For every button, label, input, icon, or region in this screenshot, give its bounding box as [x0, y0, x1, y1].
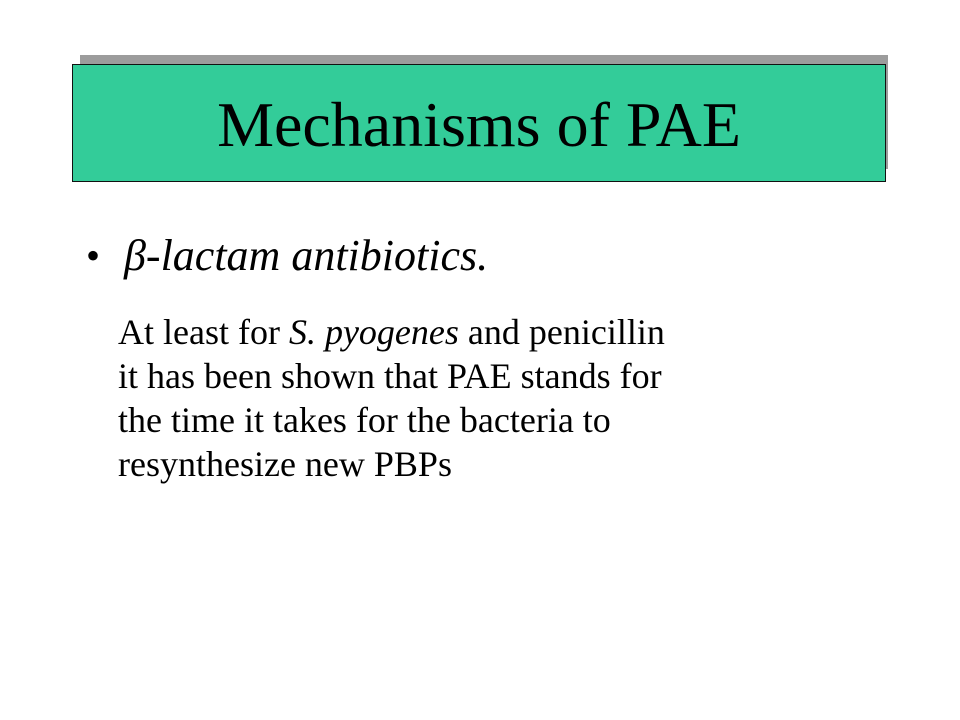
- title-box: [72, 64, 886, 182]
- body-line-1-suffix: and penicillin: [458, 312, 665, 352]
- species-name: S. pyogenes: [288, 312, 459, 352]
- bullet-heading: [124, 231, 489, 280]
- bullet-item: [86, 226, 488, 286]
- body-line-4: resynthesize new PBPs: [118, 444, 452, 484]
- bullet-point-icon: •: [86, 233, 101, 278]
- body-line-3: the time it takes for the bacteria to: [118, 400, 611, 440]
- slide-title: Mechanisms of PAE: [217, 89, 741, 160]
- body-paragraph: [118, 310, 878, 486]
- bullet-heading-text: -lactam antibiotics.: [145, 231, 489, 280]
- body-line-1-prefix: At least for: [118, 312, 289, 352]
- body-line-2: it has been shown that PAE stands for: [118, 356, 662, 396]
- body-line-1: [118, 310, 878, 354]
- beta-symbol: β: [124, 231, 146, 280]
